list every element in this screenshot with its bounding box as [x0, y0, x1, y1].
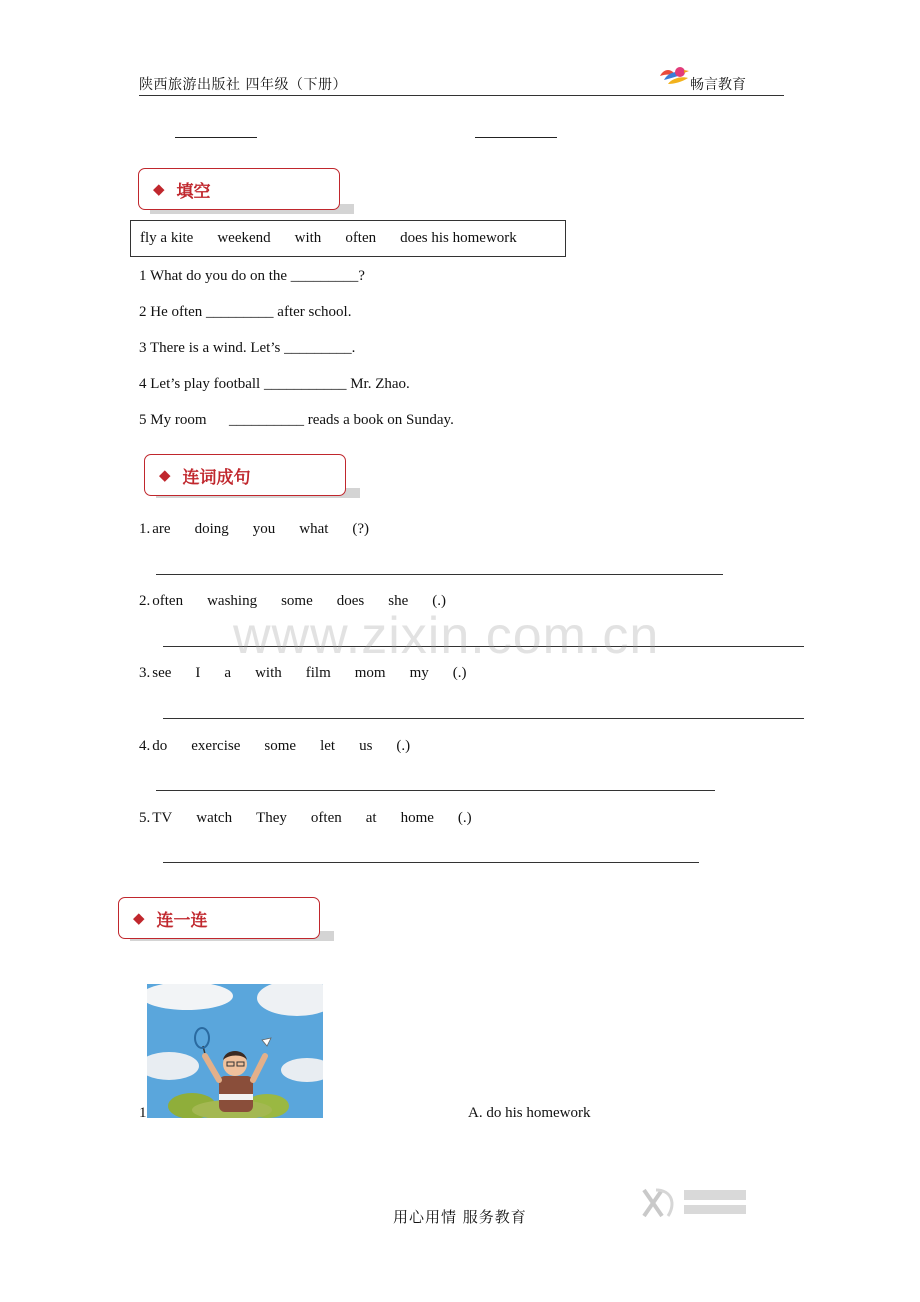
answer-line-4[interactable]	[156, 790, 715, 791]
scrambled-word: my	[409, 665, 429, 681]
scrambled-word: does	[336, 593, 365, 609]
item-number: 2.	[139, 593, 151, 609]
scrambled-word: doing	[194, 521, 229, 537]
header-brand: 畅言教育	[690, 77, 746, 93]
fill-item-3: 3 There is a wind. Let’s _________.	[139, 340, 356, 356]
scrambled-word: (?)	[352, 521, 370, 537]
scrambled-word: exercise	[191, 738, 241, 754]
word-bank-item: fly a kite	[140, 230, 194, 246]
match-option-a: A. do his homework	[468, 1105, 591, 1121]
order-item-1	[139, 521, 393, 538]
answer-blank-top-right	[475, 137, 557, 138]
scrambled-word: some	[281, 593, 313, 609]
diamond-icon: ◆	[159, 466, 171, 484]
order-item-3	[139, 665, 491, 682]
scrambled-word: (.)	[396, 738, 411, 754]
fill-item-1: 1 What do you do on the _________?	[139, 268, 365, 284]
scrambled-word: she	[388, 593, 409, 609]
word-bank	[130, 220, 566, 257]
word-bank-item: does his homework	[400, 230, 517, 246]
scrambled-word: I	[195, 665, 201, 681]
scrambled-word: film	[305, 665, 331, 681]
scrambled-word: let	[320, 738, 336, 754]
scrambled-word: (.)	[457, 810, 472, 826]
scrambled-word: TV	[152, 810, 173, 826]
scrambled-word: what	[299, 521, 329, 537]
word-bank-item: with	[294, 230, 322, 246]
scrambled-word: home	[400, 810, 434, 826]
scrambled-word: (.)	[432, 593, 446, 609]
scrambled-word: washing	[207, 593, 258, 609]
section-order-title: 连词成句	[182, 467, 251, 488]
scrambled-word: a	[224, 665, 232, 681]
item-number: 3.	[139, 665, 151, 681]
section-match-header	[118, 897, 320, 939]
scrambled-word: at	[365, 810, 377, 826]
scrambled-word: often	[310, 810, 342, 826]
item-number: 4.	[139, 738, 151, 754]
scrambled-word: mom	[354, 665, 386, 681]
scrambled-word: do	[152, 738, 168, 754]
watermark: www.zixin.com.cn	[233, 607, 660, 665]
word-bank-item: often	[345, 230, 377, 246]
iflytek-logo-icon	[642, 1186, 752, 1220]
word-bank-item: weekend	[217, 230, 271, 246]
scrambled-word: are	[152, 521, 171, 537]
footer-slogan: 用心用情 服务教育	[393, 1208, 527, 1226]
answer-line-1[interactable]	[156, 574, 723, 575]
header-publisher: 陕西旅游出版社 四年级（下册）	[139, 77, 347, 93]
scrambled-word: see	[152, 665, 172, 681]
section-fill-title: 填空	[176, 181, 211, 202]
fill-item-2: 2 He often _________ after school.	[139, 304, 352, 320]
fill-item-5: 5 My room __________ reads a book on Sunday.	[139, 412, 454, 428]
section-fill-header	[138, 168, 340, 210]
scrambled-word: watch	[196, 810, 233, 826]
section-order-header	[144, 454, 346, 496]
order-item-4	[139, 738, 434, 755]
diamond-icon: ◆	[153, 180, 165, 198]
changyan-bird-logo-icon	[658, 64, 690, 92]
item-number: 5.	[139, 810, 151, 826]
badminton-boy-picture	[147, 984, 323, 1118]
scrambled-word: often	[152, 593, 184, 609]
answer-line-5[interactable]	[163, 862, 699, 863]
scrambled-word: They	[256, 810, 287, 826]
match-item-number: 1	[139, 1105, 147, 1121]
scrambled-word: us	[359, 738, 373, 754]
answer-blank-top-left	[175, 137, 257, 138]
diamond-icon: ◆	[133, 909, 145, 927]
scrambled-word: with	[255, 665, 282, 681]
answer-line-3[interactable]	[163, 718, 804, 719]
scrambled-word: (.)	[452, 665, 467, 681]
scrambled-word: you	[252, 521, 276, 537]
fill-item-4: 4 Let’s play football ___________ Mr. Zhao.	[139, 376, 410, 392]
order-item-5	[139, 810, 496, 827]
scrambled-word: some	[264, 738, 297, 754]
section-match-title: 连一连	[156, 910, 208, 931]
item-number: 1.	[139, 521, 151, 537]
header-rule	[139, 95, 784, 96]
